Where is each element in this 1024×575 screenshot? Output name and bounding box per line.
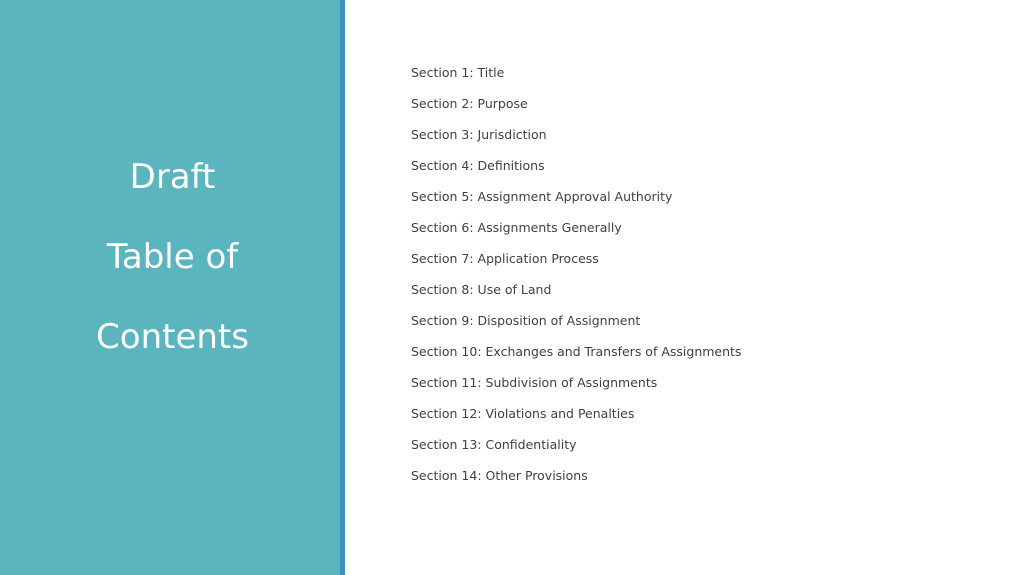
toc-item: Section 12: Violations and Penalties [411, 406, 635, 421]
toc-item: Section 2: Purpose [411, 96, 528, 111]
toc-item: Section 10: Exchanges and Transfers of Assignments [411, 344, 742, 359]
title-line: Draft [129, 157, 216, 197]
toc-item: Section 13: Confidentiality [411, 437, 577, 452]
toc-item: Section 9: Disposition of Assignment [411, 313, 641, 328]
table-of-contents-list [411, 62, 741, 496]
slide-title [60, 117, 285, 357]
toc-item: Section 3: Jurisdiction [411, 127, 547, 142]
toc-item: Section 8: Use of Land [411, 282, 552, 297]
toc-item: Section 4: Definitions [411, 158, 545, 173]
title-line: Contents [96, 317, 249, 357]
toc-item: Section 1: Title [411, 65, 505, 80]
accent-divider [340, 0, 345, 575]
toc-item: Section 14: Other Provisions [411, 468, 588, 483]
toc-item: Section 7: Application Process [411, 251, 599, 266]
title-line: Table of [106, 237, 239, 277]
toc-item: Section 6: Assignments Generally [411, 220, 622, 235]
toc-item: Section 11: Subdivision of Assignments [411, 375, 658, 390]
title-panel [0, 0, 340, 575]
toc-item: Section 5: Assignment Approval Authority [411, 189, 673, 204]
